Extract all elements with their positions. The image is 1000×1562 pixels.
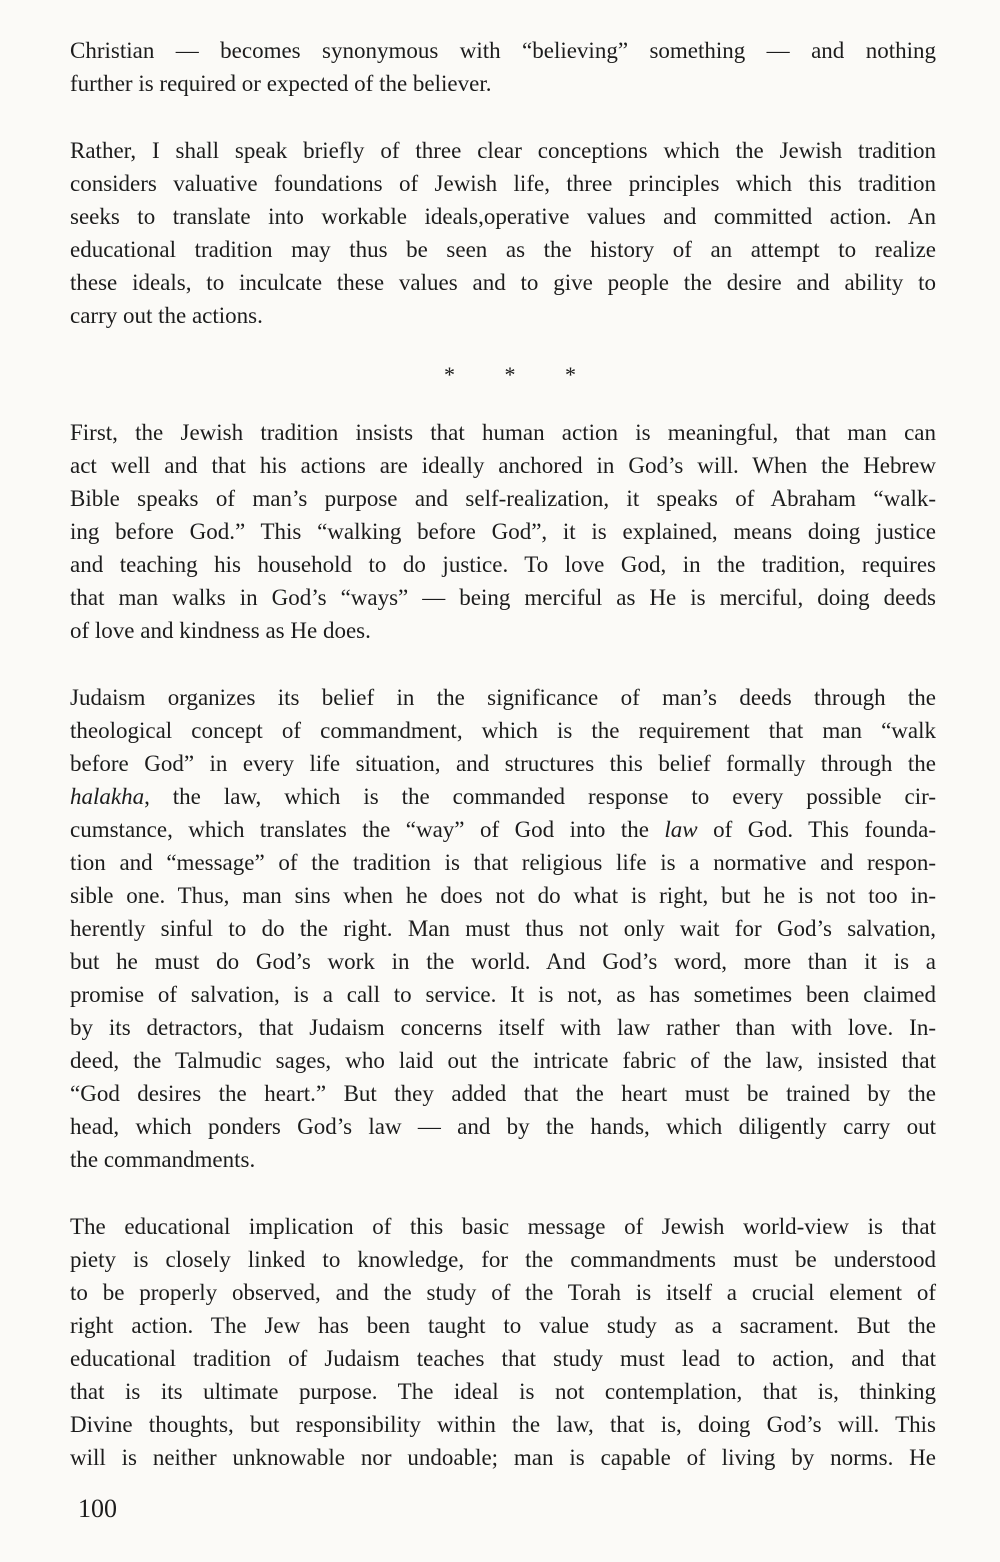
text-line: by its detractors, that Judaism concerns itself with law rather than with love. In-	[70, 1015, 936, 1040]
text-line: these ideals, to inculcate these values and to give people the desire and ability to	[70, 270, 936, 295]
text-line: that man walks in God’s “ways” — being merciful as He is merciful, doing deeds	[70, 585, 936, 610]
text-line: sible one. Thus, man sins when he does not do what is right, but he is not too in-	[70, 883, 936, 908]
text-line: and teaching his household to do justice. To love God, in the tradition, requires	[70, 552, 936, 577]
paragraph-educational-implication	[70, 1210, 936, 1474]
text-line: that is its ultimate purpose. The ideal is not contemplation, that is, thinking	[70, 1379, 936, 1404]
text-line: Christian — becomes synonymous with “believing” something — and nothing	[70, 38, 936, 63]
text-line: educational tradition may thus be seen as the history of an attempt to realize	[70, 237, 936, 262]
text-line: promise of salvation, is a call to service. It is not, as has sometimes been claimed	[70, 982, 936, 1007]
text-line: Divine thoughts, but responsibility within the law, that is, doing God’s will. This	[70, 1412, 936, 1437]
text-line: to be properly observed, and the study of the Torah is itself a crucial element of	[70, 1280, 936, 1305]
text-line: Judaism organizes its belief in the significance of man’s deeds through the	[70, 685, 936, 710]
text-line: right action. The Jew has been taught to value study as a sacrament. But the	[70, 1313, 936, 1338]
text-line: head, which ponders God’s law — and by the hands, which diligently carry out	[70, 1114, 936, 1139]
text-line: further is required or expected of the believer.	[70, 71, 492, 96]
text-line: tion and “message” of the tradition is that religious life is a normative and respon-	[70, 850, 936, 875]
text-line-halakha: halakha, the law, which is the commanded response to every possible cir-	[70, 784, 936, 809]
section-separator: * * *	[444, 362, 598, 387]
text-line: but he must do God’s work in the world. And God’s word, more than it is a	[70, 949, 936, 974]
text-line: seeks to translate into workable ideals,operative values and committed action. An	[70, 204, 936, 229]
text-line: educational tradition of Judaism teaches that study must lead to action, and that	[70, 1346, 936, 1371]
page-number: 100	[78, 1494, 117, 1523]
text-line: “God desires the heart.” But they added that the heart must be trained by the	[70, 1081, 936, 1106]
text-line: Bible speaks of man’s purpose and self-realization, it speaks of Abraham “walk-	[70, 486, 936, 511]
text-line: act well and that his actions are ideally anchored in God’s will. When the Hebrew	[70, 453, 936, 478]
text-line: will is neither unknowable nor undoable; man is capable of living by norms. He	[70, 1445, 936, 1470]
text-line: ing before God.” This “walking before God”, it is explained, means doing justice	[70, 519, 936, 544]
page-body	[70, 34, 936, 1534]
text-line: deed, the Talmudic sages, who laid out the intricate fabric of the law, insisted that	[70, 1048, 936, 1073]
paragraph-continuation	[70, 34, 936, 100]
text-line: of love and kindness as He does.	[70, 618, 371, 643]
paragraph-three-conceptions	[70, 134, 936, 332]
text-line: theological concept of commandment, which is the requirement that man “walk	[70, 718, 936, 743]
text-line: The educational implication of this basic message of Jewish world-view is that	[70, 1214, 936, 1239]
text-line: before God” in every life situation, and structures this belief formally through the	[70, 751, 936, 776]
text-line: herently sinful to do the right. Man must thus not only wait for God’s salvation,	[70, 916, 936, 941]
text-line: First, the Jewish tradition insists that human action is meaningful, that man can	[70, 420, 936, 445]
text-line: considers valuative foundations of Jewish life, three principles which this tradition	[70, 171, 936, 196]
text-line: carry out the actions.	[70, 303, 263, 328]
text-line: Rather, I shall speak briefly of three clear conceptions which the Jewish tradition	[70, 138, 936, 163]
paragraph-first-principle	[70, 416, 936, 647]
text-line: the commandments.	[70, 1147, 256, 1172]
text-line: piety is closely linked to knowledge, for the commandments must be understood	[70, 1247, 936, 1272]
paragraph-commandment	[70, 681, 936, 1176]
text-line-law: cumstance, which translates the “way” of God into the law of God. This founda-	[70, 817, 936, 842]
